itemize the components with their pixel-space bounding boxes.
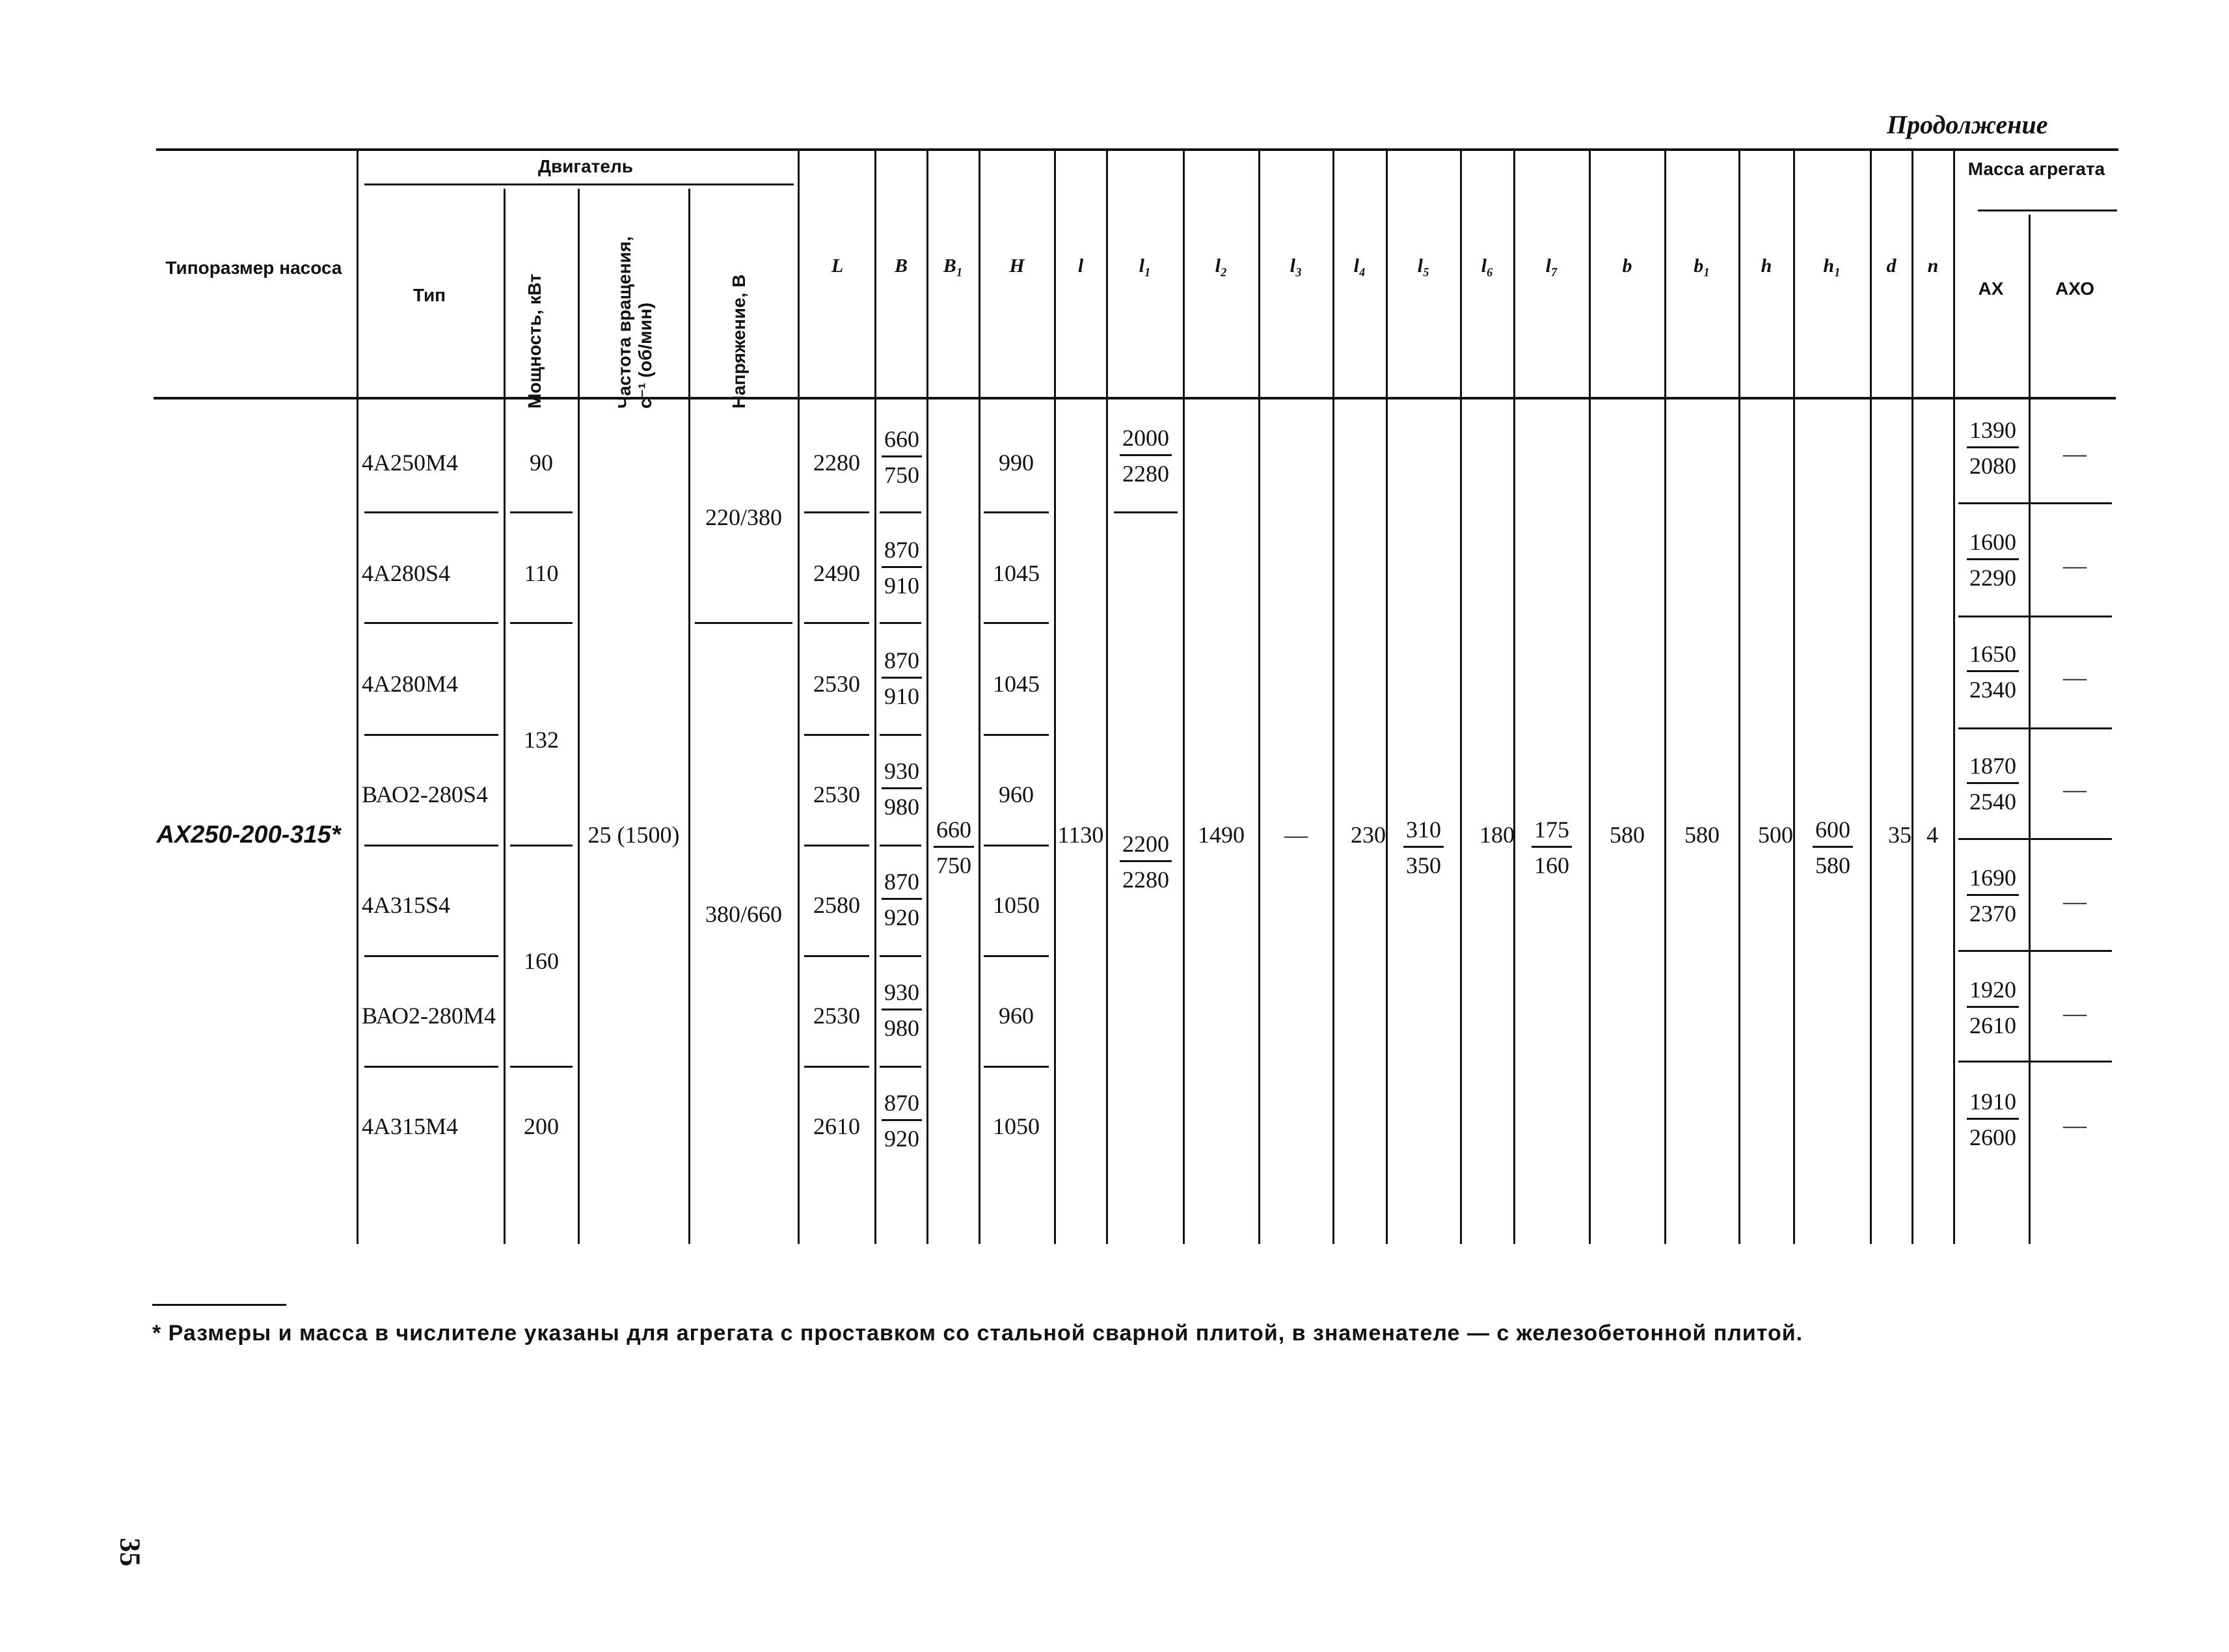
d-value: 35 [1888, 822, 1912, 848]
dim-b1-header: b₁ [1694, 255, 1710, 277]
speed-header [614, 174, 661, 409]
mass-ax-row-1-num: 1390 [1967, 416, 2019, 448]
dim-B1-header: B₁ [943, 255, 964, 277]
pump-size-header: Типоразмер насоса [165, 258, 342, 278]
speed-header-line2: с⁻¹ (об/мин) [635, 302, 656, 409]
H-row-1: 990 [999, 450, 1034, 476]
voltage-header: Напряжение, В [729, 274, 749, 409]
L-row-4: 2530 [813, 781, 860, 807]
mass-group-rule [1978, 210, 2117, 211]
B-row-1 [877, 426, 926, 489]
l7-num: 175 [1532, 816, 1572, 848]
mass-axo-row-5: — [2063, 888, 2087, 914]
mass-ax-row-4-den: 2540 [1969, 789, 2016, 815]
mass-ax-row-4-num: 1870 [1967, 752, 2019, 784]
b-value: 580 [1610, 822, 1645, 848]
mass-ax-row-6-num: 1920 [1967, 976, 2019, 1008]
dim-B-header: B [894, 255, 908, 277]
dim-l2-header: l₂ [1215, 255, 1228, 277]
mass-ax-row-1 [1957, 416, 2029, 480]
voltage-380-660: 380/660 [705, 901, 782, 927]
l3-value: — [1284, 822, 1308, 848]
dim-b-header: b [1622, 255, 1632, 277]
mass-axo-row-7: — [2063, 1112, 2087, 1138]
footnote: * Размеры и масса в числителе указаны для агрегата с проставком со стальной сварной плитой, в знаменателе — с железобетонной плитой. [152, 1321, 1803, 1346]
speed-header-line1: Частота вращения, [614, 236, 634, 409]
H-row-5: 1050 [993, 892, 1040, 918]
L-row-7: 2610 [813, 1113, 860, 1139]
mass-ax-row-3 [1957, 640, 2029, 703]
mass-ax-row-5-den: 2370 [1969, 900, 2016, 927]
mass-axo-row-4: — [2063, 776, 2087, 802]
mass-ax-row-7 [1957, 1088, 2029, 1151]
h1-den: 580 [1815, 852, 1850, 878]
continuation-label: Продолжение [1887, 110, 2048, 139]
motor-type-1: 4А250М4 [362, 450, 459, 476]
H-row-6: 960 [999, 1003, 1034, 1029]
B-row-4 [877, 757, 926, 820]
mass-ax-row-3-den: 2340 [1969, 677, 2016, 703]
power-132: 132 [524, 727, 559, 753]
B-row-1-den: 750 [884, 462, 919, 488]
dim-l6-header: l₆ [1481, 255, 1494, 277]
B-row-5-num: 870 [882, 868, 922, 900]
B-row-4-den: 980 [884, 794, 919, 820]
mass-axo-row-1: — [2063, 440, 2087, 467]
mass-ax-row-7-den: 2600 [1969, 1124, 2016, 1150]
B-row-3-den: 910 [884, 683, 919, 709]
L-row-6: 2530 [813, 1003, 860, 1029]
B-row-6-den: 980 [884, 1015, 919, 1041]
mass-ax-row-5 [1957, 864, 2029, 927]
H-row-2: 1045 [993, 560, 1040, 586]
motor-type-7: 4А315М4 [362, 1113, 459, 1139]
B-row-6-num: 930 [882, 979, 922, 1010]
motor-type-3: 4А280М4 [362, 671, 459, 697]
mass-axo-row-2: — [2063, 552, 2087, 578]
speed-value: 25 (1500) [588, 822, 680, 848]
l1-top-num: 2000 [1120, 424, 1172, 456]
page-number: 35 [114, 1537, 146, 1567]
B-row-6 [877, 979, 926, 1042]
dim-l7-header: l₇ [1545, 255, 1558, 277]
dim-h1-header: h₁ [1823, 255, 1841, 277]
l1-bottom-num: 2200 [1120, 830, 1172, 862]
footnote-rule [152, 1304, 286, 1306]
h1-value [1797, 816, 1869, 879]
power-160: 160 [524, 948, 559, 974]
dim-n-header: n [1927, 255, 1939, 277]
dim-l4-header: l₄ [1353, 255, 1366, 277]
L-row-5: 2580 [813, 892, 860, 918]
motor-type-4: ВАО2-280S4 [362, 781, 488, 807]
l1-bottom [1110, 830, 1182, 893]
B1-num: 660 [934, 816, 974, 848]
power-90: 90 [530, 450, 553, 476]
l7-den: 160 [1534, 852, 1569, 878]
dim-h-header: h [1761, 255, 1772, 277]
power-header: Мощность, кВт [524, 273, 545, 409]
B-row-3-num: 870 [882, 647, 922, 679]
B-row-3 [877, 647, 926, 710]
mass-axo-row-3: — [2063, 664, 2087, 690]
motor-type-2: 4А280S4 [362, 560, 451, 586]
mass-ax-header: АХ [1978, 278, 2004, 299]
motor-header: Двигатель [538, 156, 633, 176]
l5-num: 310 [1403, 816, 1444, 848]
l4-value: 230 [1351, 822, 1386, 848]
B-row-5-den: 920 [884, 904, 919, 930]
B-row-7-den: 920 [884, 1126, 919, 1152]
header-bottom-rule [154, 397, 2116, 399]
pump-size-value: АХ250-200-315* [156, 821, 341, 848]
l2-value: 1490 [1198, 822, 1245, 848]
power-200: 200 [524, 1113, 559, 1139]
mass-axo-header: АХО [2055, 278, 2094, 299]
dim-l1-header: l₁ [1139, 255, 1152, 277]
mass-ax-row-6-den: 2610 [1969, 1012, 2016, 1038]
table-top-rule [156, 148, 2118, 151]
mass-ax-row-2-num: 1600 [1967, 528, 2019, 560]
mass-axo-row-6: — [2063, 1000, 2087, 1026]
mass-ax-row-5-num: 1690 [1967, 864, 2019, 896]
B1-den: 750 [936, 852, 971, 878]
L-row-1: 2280 [813, 450, 860, 476]
l1-top-den: 2280 [1122, 461, 1169, 487]
B-row-7-num: 870 [882, 1089, 922, 1121]
dim-l-header: l [1077, 255, 1084, 277]
mass-ax-row-6 [1957, 976, 2029, 1039]
H-row-7: 1050 [993, 1113, 1040, 1139]
mass-ax-row-1-den: 2080 [1969, 453, 2016, 479]
L-row-3: 2530 [813, 671, 860, 697]
h1-num: 600 [1813, 816, 1853, 848]
type-header: Тип [412, 285, 446, 305]
n-value: 4 [1926, 822, 1938, 848]
voltage-220-380: 220/380 [705, 504, 782, 530]
h-value: 500 [1758, 822, 1793, 848]
L-row-2: 2490 [813, 560, 860, 586]
power-110: 110 [524, 560, 559, 586]
l-value: 1130 [1057, 822, 1104, 848]
B-row-1-num: 660 [882, 426, 922, 457]
mass-ax-row-4 [1957, 752, 2029, 815]
l7-value [1517, 816, 1586, 879]
dim-l5-header: l₅ [1417, 255, 1430, 277]
B-row-2 [877, 536, 926, 599]
B-row-7 [877, 1089, 926, 1152]
H-row-4: 960 [999, 781, 1034, 807]
mass-ax-row-7-num: 1910 [1967, 1088, 2019, 1120]
B1-value [929, 816, 979, 879]
dim-l3-header: l₃ [1290, 255, 1303, 277]
l5-value [1390, 816, 1457, 879]
dim-H-header: H [1009, 255, 1025, 277]
l5-den: 350 [1406, 852, 1441, 878]
mass-header: Масса агрегата [1967, 159, 2105, 179]
H-row-3: 1045 [993, 671, 1040, 697]
dim-d-header: d [1886, 255, 1897, 277]
B-row-2-num: 870 [882, 536, 922, 568]
l6-value: 180 [1479, 822, 1515, 848]
B-row-4-num: 930 [882, 757, 922, 789]
B-row-5 [877, 868, 926, 931]
dim-L-header: L [831, 255, 844, 277]
mass-ax-row-2-den: 2290 [1969, 565, 2016, 591]
motor-type-6: ВАО2-280М4 [362, 1003, 496, 1029]
B-row-2-den: 910 [884, 573, 919, 599]
l1-top [1110, 424, 1182, 487]
l1-bottom-den: 2280 [1122, 867, 1169, 893]
mass-ax-row-2 [1957, 528, 2029, 591]
b1-value: 580 [1684, 822, 1720, 848]
motor-type-5: 4А315S4 [362, 892, 451, 918]
mass-ax-row-3-num: 1650 [1967, 640, 2019, 672]
